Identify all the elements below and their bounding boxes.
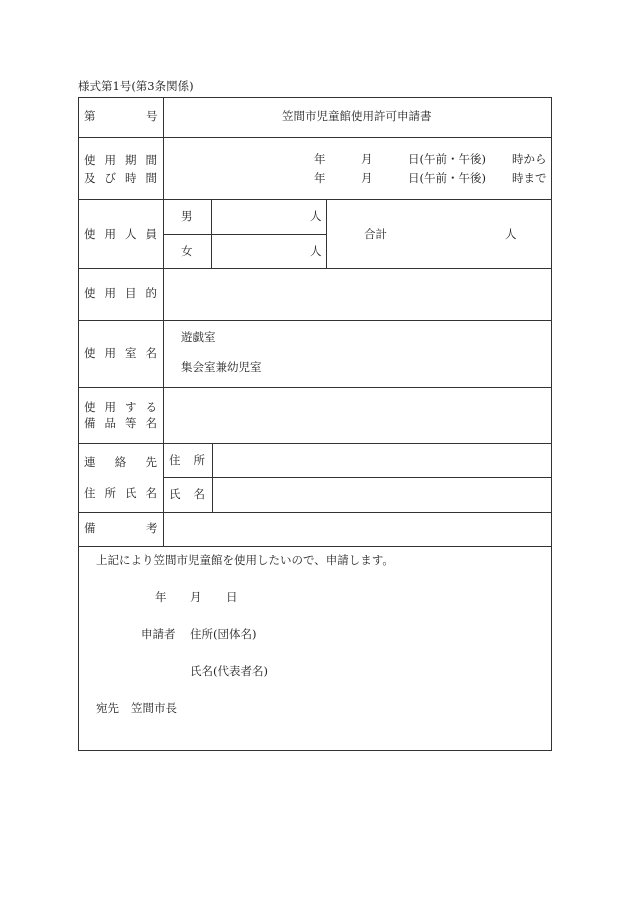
contact-column-divider: [212, 443, 213, 512]
label-char: 人: [125, 227, 137, 241]
label-char: 名: [145, 486, 157, 500]
row-divider: [78, 268, 552, 269]
start-time-label: 時から: [512, 152, 547, 166]
room-label: [84, 348, 157, 360]
male-label: 男: [181, 209, 193, 223]
label-char: 時: [125, 171, 137, 185]
contact-label-line2: [84, 488, 157, 500]
female-unit: 人: [310, 244, 322, 258]
equipment-label-line2: [84, 418, 157, 430]
label-char: 使: [84, 227, 96, 241]
number-label-right: 号: [146, 109, 158, 123]
recipient-label: 宛先: [96, 701, 119, 715]
total-label: 合計: [364, 227, 387, 241]
label-char: 等: [125, 416, 137, 430]
label-char: 備: [84, 416, 96, 430]
start-month-label: 月: [361, 152, 373, 166]
users-label: [84, 229, 157, 241]
row-divider: [78, 387, 552, 388]
label-char: す: [125, 400, 137, 414]
label-char: 名: [145, 346, 157, 360]
label-char: 名: [193, 487, 205, 501]
date-month-label: 月: [190, 590, 202, 604]
purpose-label: [84, 288, 157, 300]
row-divider: [78, 546, 552, 547]
name-label: [169, 489, 205, 501]
label-char: 品: [104, 416, 116, 430]
label-char: 氏: [169, 487, 181, 501]
period-label-line1: [84, 155, 157, 167]
total-column-divider: [326, 199, 327, 268]
form-title: 笠間市児童館使用許可申請書: [282, 109, 432, 123]
label-char: 用: [104, 227, 116, 241]
label-char: 使: [84, 346, 96, 360]
label-column-divider: [163, 97, 164, 546]
end-year-label: 年: [314, 171, 326, 185]
label-char: 名: [145, 416, 157, 430]
start-year-label: 年: [314, 152, 326, 166]
room-option-playroom: 遊戯室: [181, 330, 216, 344]
label-char: 所: [104, 486, 116, 500]
label-char: 先: [145, 455, 157, 469]
label-char: 使: [84, 286, 96, 300]
label-char: 用: [104, 400, 116, 414]
recipient-name: 笠間市長: [131, 701, 177, 715]
date-day-label: 日: [226, 590, 238, 604]
number-label-left: 第: [84, 109, 96, 123]
remarks-label-right: 考: [146, 521, 158, 535]
applicant-address-label: 住所(団体名): [190, 627, 257, 641]
label-char: 目: [125, 286, 137, 300]
label-char: 的: [145, 286, 157, 300]
label-char: 間: [145, 153, 157, 167]
form-number-label: 様式第1号(第3条関係): [78, 79, 194, 93]
label-char: 住: [84, 486, 96, 500]
start-day-label: 日(午前・午後): [408, 152, 486, 166]
applicant-name-label: 氏名(代表者名): [190, 664, 268, 678]
label-char: 間: [145, 171, 157, 185]
contact-label-line1: [84, 457, 157, 469]
label-char: 用: [104, 153, 116, 167]
applicant-label: 申請者: [141, 627, 176, 641]
label-char: 使: [84, 400, 96, 414]
total-unit: 人: [505, 227, 517, 241]
label-char: 期: [125, 153, 137, 167]
date-year-label: 年: [155, 590, 167, 604]
label-char: 用: [104, 286, 116, 300]
gender-divider: [163, 234, 326, 235]
remarks-label-left: 備: [84, 521, 96, 535]
label-char: る: [145, 400, 157, 414]
row-divider: [78, 512, 552, 513]
label-char: 室: [125, 346, 137, 360]
label-char: 住: [169, 453, 181, 467]
label-char: 絡: [114, 455, 127, 469]
end-time-label: 時まで: [512, 171, 547, 185]
end-month-label: 月: [361, 171, 373, 185]
label-char: 氏: [125, 486, 137, 500]
address-label: [169, 455, 205, 467]
row-divider: [78, 137, 552, 138]
gender-column-divider: [211, 199, 212, 268]
male-unit: 人: [310, 209, 322, 223]
period-label-line2: [84, 173, 157, 185]
equipment-label-line1: [84, 402, 157, 414]
row-divider: [78, 199, 552, 200]
contact-divider: [163, 477, 552, 478]
label-char: 連: [84, 455, 96, 469]
label-char: 員: [145, 227, 157, 241]
end-day-label: 日(午前・午後): [408, 171, 486, 185]
row-divider: [78, 443, 552, 444]
label-char: 使: [84, 153, 96, 167]
declaration-statement: 上記により笠間市児童館を使用したいので、申請します。: [96, 553, 394, 567]
label-char: 所: [193, 453, 205, 467]
label-char: び: [104, 171, 116, 185]
label-char: 及: [84, 171, 96, 185]
row-divider: [78, 320, 552, 321]
room-option-meeting-room: 集会室兼幼児室: [181, 360, 262, 374]
label-char: 用: [104, 346, 116, 360]
female-label: 女: [181, 244, 193, 258]
